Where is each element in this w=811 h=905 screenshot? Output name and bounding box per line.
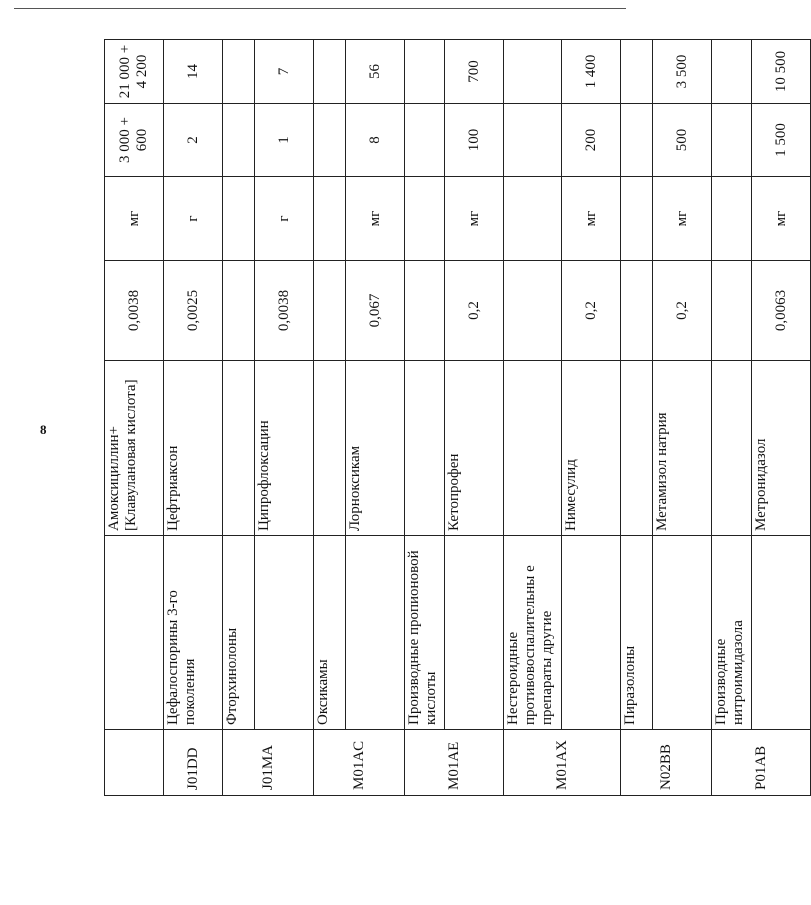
group-cell-empty [255,536,314,730]
table-row [314,40,346,796]
value-cell: 0,2 [445,261,504,361]
dose-b-cell: 56 [346,40,405,104]
table-row [712,40,752,796]
spacer-cell [223,40,255,104]
substance-cell: Кетопрофен [445,361,504,536]
spacer-cell [314,361,346,536]
drug-dosage-table [104,39,811,796]
spacer-cell [504,40,562,104]
spacer-cell [712,40,752,104]
spacer-cell [314,104,346,177]
group-cell-empty [346,536,405,730]
spacer-cell [621,261,653,361]
table-row [752,40,811,796]
value-cell: 0,0038 [255,261,314,361]
code-cell: P01AB [712,730,811,796]
substance-cell: Метронидазол [752,361,811,536]
group-cell: Производные пропионовой кислоты [405,536,445,730]
group-cell: Производные нитроимидазола [712,536,752,730]
value-cell: 0,2 [562,261,621,361]
table-row [621,40,653,796]
group-cell-empty [752,536,811,730]
substance-cell: Метамизол натрия [653,361,712,536]
dose-b-cell: 10 500 [752,40,811,104]
rotated-table-container [104,40,789,796]
unit-cell: мг [653,177,712,261]
spacer-cell [504,177,562,261]
spacer-cell [314,40,346,104]
table-row [164,40,223,796]
dose-a-cell: 500 [653,104,712,177]
dose-b-cell: 14 [164,40,223,104]
spacer-cell [621,361,653,536]
dose-b-cell: 1 400 [562,40,621,104]
table-row [105,40,164,796]
spacer-cell [405,177,445,261]
value-cell: 0,0038 [105,261,164,361]
unit-cell: мг [445,177,504,261]
dose-a-cell: 8 [346,104,405,177]
substance-cell: Цефтриаксон [164,361,223,536]
group-cell: Фторхинолоны [223,536,255,730]
table-row [405,40,445,796]
unit-cell: мг [105,177,164,261]
table-row [653,40,712,796]
code-cell: M01AE [405,730,504,796]
spacer-cell [621,104,653,177]
dose-a-cell: 2 [164,104,223,177]
spacer-cell [504,361,562,536]
dose-b-cell: 21 000 + 4 200 [105,40,164,104]
table-row [504,40,562,796]
group-cell: Нестероидные противовоспалительны е препараты другие [504,536,562,730]
value-cell: 0,2 [653,261,712,361]
spacer-cell [504,261,562,361]
spacer-cell [712,261,752,361]
code-cell: M01AC [314,730,405,796]
group-cell-empty [562,536,621,730]
page-number: 8 [40,422,47,437]
group-cell: Цефалоспорины 3-го поколения [164,536,223,730]
dose-b-cell: 3 500 [653,40,712,104]
dose-b-cell: 7 [255,40,314,104]
dose-b-cell: 700 [445,40,504,104]
spacer-cell [405,261,445,361]
spacer-cell [405,104,445,177]
group-cell-empty [445,536,504,730]
spacer-cell [223,361,255,536]
spacer-cell [621,40,653,104]
spacer-cell [223,104,255,177]
spacer-cell [405,40,445,104]
dose-a-cell: 1 [255,104,314,177]
dose-a-cell: 3 000 + 600 [105,104,164,177]
value-cell: 0,0025 [164,261,223,361]
substance-cell: Амоксициллин+ [Клавулановая кислота] [105,361,164,536]
dose-a-cell: 200 [562,104,621,177]
code-cell: N02BB [621,730,712,796]
code-cell: J01DD [164,730,223,796]
top-rule [14,8,626,9]
substance-cell: Лорноксикам [346,361,405,536]
spacer-cell [314,177,346,261]
table-row [445,40,504,796]
unit-cell: г [164,177,223,261]
dose-a-cell: 100 [445,104,504,177]
value-cell: 0,067 [346,261,405,361]
spacer-cell [712,104,752,177]
spacer-cell [712,361,752,536]
spacer-cell [621,177,653,261]
table-row [223,40,255,796]
value-cell: 0,0063 [752,261,811,361]
spacer-cell [405,361,445,536]
table-row [562,40,621,796]
spacer-cell [504,104,562,177]
code-cell: M01AX [504,730,621,796]
dose-a-cell: 1 500 [752,104,811,177]
table-row [346,40,405,796]
group-cell: Пиразолоны [621,536,653,730]
table-row [255,40,314,796]
spacer-cell [712,177,752,261]
unit-cell: г [255,177,314,261]
unit-cell: мг [346,177,405,261]
group-cell-empty [653,536,712,730]
code-cell: J01MA [223,730,314,796]
spacer-cell [223,261,255,361]
group-cell [105,536,164,730]
substance-cell: Нимесулид [562,361,621,536]
group-cell: Оксикамы [314,536,346,730]
unit-cell: мг [752,177,811,261]
unit-cell: мг [562,177,621,261]
substance-cell: Ципрофлоксацин [255,361,314,536]
spacer-cell [314,261,346,361]
spacer-cell [223,177,255,261]
code-cell [105,730,164,796]
